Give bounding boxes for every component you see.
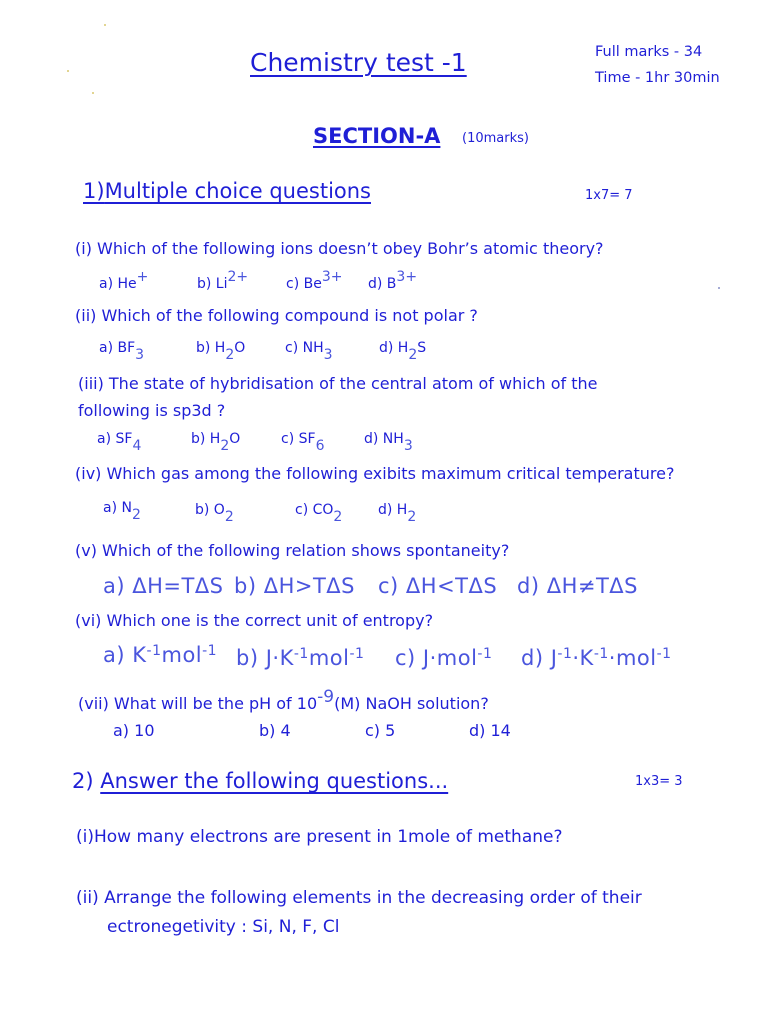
speck	[67, 70, 69, 72]
option-vii-b: b) 4	[259, 721, 291, 740]
option-v-d: d) ΔH≠TΔS	[517, 574, 638, 598]
speck	[92, 92, 94, 94]
question-ii: (ii) Which of the following compound is not polar ?	[75, 306, 478, 325]
question-2-ii-line1: (ii) Arrange the following elements in the decreasing order of their	[76, 888, 642, 908]
q1-heading	[83, 179, 371, 203]
q1-number: 1)	[83, 179, 105, 203]
option-ii-d: d) $H_2S$	[379, 340, 427, 363]
question-i: (i) Which of the following ions doesn’t obey Bohr’s atomic theory?	[75, 239, 604, 258]
option-vii-d: d) 14	[469, 721, 511, 740]
option-i-b: b) $Li^{2+}$	[197, 269, 249, 292]
question-iii-line1: (iii) The state of hybridisation of the central atom of which of the	[78, 374, 598, 393]
q1-marks: 1x7= 7	[585, 188, 633, 203]
option-iii-d: d) $NH_3$	[364, 431, 413, 454]
question-iii-line2: following is sp3d ?	[78, 401, 226, 420]
option-vii-a: a) 10	[113, 721, 155, 740]
option-v-b: b) ΔH>TΔS	[234, 574, 355, 598]
option-vi-b: b) $J\cdot K^{-1}mol^{-1}$	[236, 646, 365, 670]
option-iv-c: c) $CO_2$	[295, 502, 343, 525]
section-title: SECTION-A	[313, 124, 441, 148]
q2-heading-text: Answer the following questions...	[100, 769, 449, 793]
option-vi-a: a) $K^{-1}mol^{-1}$	[103, 643, 218, 667]
option-iv-a: a) $N_2$	[103, 500, 141, 523]
option-vii-c: c) 5	[365, 721, 396, 740]
option-iii-a: a) $SF_4$	[97, 431, 142, 454]
option-v-a: a) ΔH=TΔS	[103, 574, 224, 598]
option-ii-a: a) $BF_3$	[99, 340, 145, 363]
question-vii: (vii) What will be the pH of $10^{-9}(M)$ NaOH solution?	[78, 687, 489, 713]
question-iv: (iv) Which gas among the following exibits maximum critical temperature?	[75, 464, 675, 483]
option-ii-c: c) $NH_3$	[285, 340, 333, 363]
question-2-i: (i)How many electrons are present in 1mole of methane?	[76, 827, 563, 847]
option-vi-d: d) $J^{-1}\cdot K^{-1}\cdot mol^{-1}$	[521, 646, 672, 670]
option-vi-c: c) J·mol$^{-1}$	[395, 646, 493, 670]
question-v: (v) Which of the following relation shows spontaneity?	[75, 541, 510, 560]
option-i-d: d) $B^{3+}$	[368, 269, 418, 292]
option-iii-c: c) $SF_6$	[281, 431, 325, 454]
speck	[718, 287, 720, 289]
time-allowed: Time - 1hr 30min	[595, 70, 720, 86]
full-marks: Full marks - 34	[595, 44, 703, 60]
option-v-c: c) ΔH<TΔS	[378, 574, 498, 598]
option-iii-b: b) $H_2O$	[191, 431, 241, 454]
q2-heading	[72, 769, 448, 793]
question-vi: (vi) Which one is the correct unit of entropy?	[75, 611, 434, 630]
speck	[104, 24, 106, 26]
option-i-c: c) $Be^{3+}$	[286, 269, 343, 292]
page-title: Chemistry test -1	[250, 48, 467, 77]
question-2-ii-line2: ectronegetivity : Si, N, F, Cl	[107, 917, 340, 937]
q2-marks: 1x3= 3	[635, 774, 683, 789]
option-i-a: a) He+	[99, 269, 149, 292]
option-iv-b: b) $O_2$	[195, 502, 234, 525]
option-iv-d: d) $H_2$	[378, 502, 417, 525]
q1-heading-text: Multiple choice questions	[104, 179, 371, 203]
q2-number: 2)	[72, 769, 94, 793]
option-ii-b: b) $H_2O$	[196, 340, 246, 363]
section-marks: (10marks)	[462, 131, 529, 146]
